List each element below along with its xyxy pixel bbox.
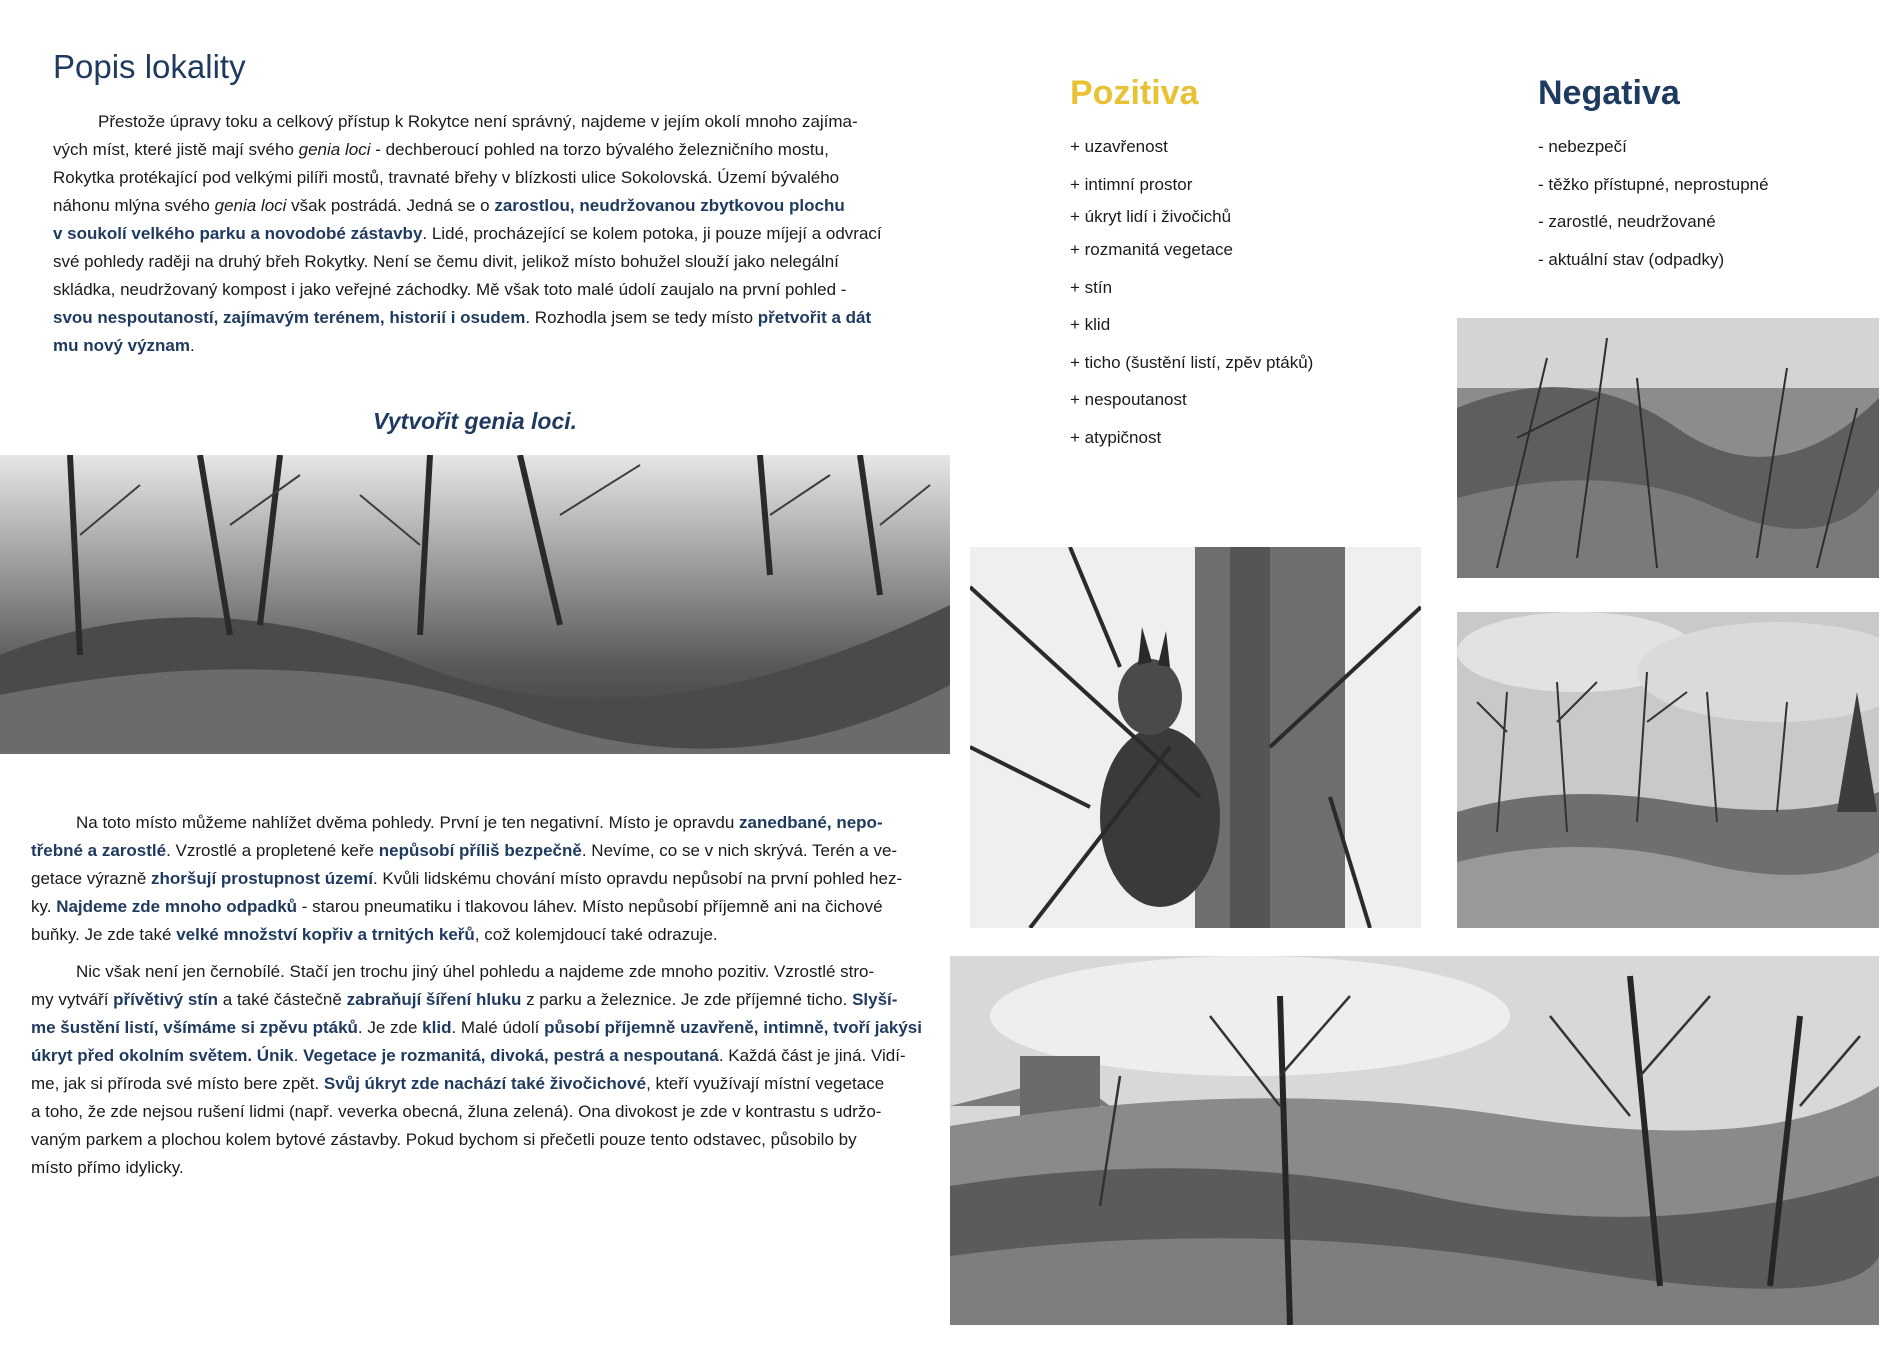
- positives-list: [1070, 128, 1313, 456]
- text-span: velké množství kopřiv a trnitých keřů: [176, 925, 475, 944]
- text-span: - dechberoucí pohled na torzo bývalého železničního mostu,: [370, 140, 829, 159]
- text-span: náhonu mlýna svého: [53, 196, 215, 215]
- text-line: [53, 276, 883, 304]
- text-span: buňky. Je zde také: [31, 925, 177, 944]
- text-span: úkryt před okolním světem. Únik: [31, 1046, 294, 1065]
- list-item: + klid: [1070, 315, 1111, 334]
- text-span: Vegetace je rozmanitá, divoká, pestrá a nespoutaná: [303, 1046, 719, 1065]
- text-span: přetvořit a dát: [757, 308, 872, 327]
- list-item: - zarostlé, neudržované: [1538, 212, 1716, 231]
- text-span: zhoršují prostupnost území: [151, 869, 373, 888]
- valley-panorama-photo: [950, 956, 1879, 1325]
- text-span: klid: [422, 1018, 452, 1037]
- text-span: působí příjemně uzavřeně, intimně, tvoří jakýsi: [544, 1018, 922, 1037]
- list-item: + rozmanitá vegetace: [1070, 240, 1234, 259]
- text-line: [31, 1070, 911, 1098]
- text-line: [53, 192, 883, 220]
- text-line: [31, 1042, 911, 1070]
- negatives-list: [1538, 128, 1769, 278]
- text-span: mu nový význam: [53, 336, 190, 355]
- text-line: [53, 332, 883, 360]
- text-span: Najdeme zde mnoho odpadků: [56, 897, 298, 916]
- text-line: [31, 893, 911, 921]
- negative-view-paragraph: [31, 809, 911, 949]
- text-line: [53, 220, 883, 248]
- text-line: [31, 865, 911, 893]
- positives-heading: Pozitiva: [1070, 74, 1199, 112]
- text-line: [31, 837, 911, 865]
- text-span: genia loci: [298, 140, 371, 159]
- text-line: [31, 986, 911, 1014]
- text-span: my vytváří: [31, 990, 114, 1009]
- text-span: me šustění listí, všímáme si zpěvu ptáků: [31, 1018, 358, 1037]
- text-line: [31, 1098, 911, 1126]
- text-span: Slyší-: [852, 990, 898, 1009]
- text-span: . Je zde: [357, 1018, 423, 1037]
- text-line: [53, 164, 883, 192]
- text-span: . Každá část je jiná. Vidí-: [718, 1046, 906, 1065]
- text-line: [31, 809, 911, 837]
- meadow-trees-photo: [1457, 612, 1879, 928]
- text-span: místo přímo idylicky.: [31, 1158, 184, 1177]
- text-span: , kteří využívají místní vegetace: [646, 1074, 885, 1093]
- text-span: me, jak si příroda své místo bere zpět.: [31, 1074, 324, 1093]
- text-line: [31, 1014, 922, 1042]
- text-span: svou nespoutaností, zajímavým terénem, historií i osudem: [53, 308, 526, 327]
- text-span: - starou pneumatiku i tlakovou láhev. Místo nepůsobí příjemně ani na čichové: [297, 897, 883, 916]
- text-span: a toho, že zde nejsou rušení lidmi (např. veverka obecná, žluna zelená). Ona divokost je zde v kontrastu s udržo-: [31, 1102, 882, 1121]
- text-span: . Rozhodla jsem se tedy místo: [525, 308, 758, 327]
- text-span: nepůsobí příliš bezpečně: [378, 841, 582, 860]
- text-span: . Malé údolí: [451, 1018, 545, 1037]
- list-item: - aktuální stav (odpadky): [1538, 249, 1725, 269]
- text-line: [31, 1154, 911, 1182]
- text-span: Nic však není jen černobílé. Stačí jen trochu jiný úhel pohledu a najdeme zde mnoho pozitiv. Vzrostlé stro-: [76, 962, 875, 981]
- list-item: - nebezpečí: [1538, 137, 1627, 156]
- text-line: [31, 958, 911, 986]
- text-line: [53, 108, 883, 136]
- motto: Vytvořit genia loci.: [372, 408, 578, 434]
- text-span: přívětivý stín: [113, 990, 219, 1009]
- positive-view-paragraph: [31, 958, 922, 1182]
- text-line: [53, 136, 883, 164]
- text-span: však postrádá. Jedná se o: [286, 196, 495, 215]
- text-line: [31, 1126, 911, 1154]
- text-span: z parku a železnice. Je zde příjemné ticho.: [521, 990, 853, 1009]
- text-span: . Lidé, procházející se kolem potoka, ji pouze míjejí a odvrací: [422, 224, 882, 243]
- page-title: Popis lokality: [53, 48, 246, 85]
- text-span: Přestože úpravy toku a celkový přístup k Rokytce není správný, najdeme v jejím okolí mnoho zajíma-: [98, 112, 858, 131]
- intro-paragraph: [53, 108, 883, 360]
- text-span: vých míst, které jistě mají svého: [53, 140, 299, 159]
- ravine-panorama-photo: [0, 455, 950, 754]
- text-span: getace výrazně: [31, 869, 152, 888]
- text-span: ky.: [31, 897, 57, 916]
- text-span: vaným parkem a plochou kolem bytové zástavby. Pokud bychom si přečetli pouze tento odstavec, působilo by: [31, 1130, 857, 1149]
- negatives-heading: Negativa: [1538, 74, 1680, 112]
- list-item: + atypičnost: [1070, 427, 1162, 447]
- list-item: + uzavřenost: [1070, 137, 1168, 156]
- text-line: [53, 248, 883, 276]
- text-span: skládka, neudržovaný kompost i jako veřejné záchodky. Mě však toto malé údolí zaujalo na první pohled -: [53, 280, 847, 299]
- list-item: - těžko přístupné, neprostupné: [1538, 174, 1769, 194]
- text-span: své pohledy raději na druhý břeh Rokytky. Není se čemu divit, jelikož místo bohužel slouží jako nelegální: [53, 252, 839, 271]
- text-span: .: [190, 336, 195, 355]
- list-item: + ticho (šustění listí, zpěv ptáků): [1070, 352, 1314, 372]
- text-span: Svůj úkryt zde nachází také živočichové: [323, 1074, 647, 1093]
- text-line: [53, 304, 883, 332]
- text-span: Na toto místo můžeme nahlížet dvěma pohledy. První je ten negativní. Místo je opravdu: [76, 813, 740, 832]
- text-span: .: [293, 1046, 304, 1065]
- text-span: genia loci: [214, 196, 287, 215]
- text-span: zabraňují šíření hluku: [346, 990, 522, 1009]
- squirrel-photo: [970, 547, 1421, 928]
- text-span: . Vzrostlé a propletené keře: [166, 841, 379, 860]
- list-item: + nespoutanost: [1070, 390, 1187, 409]
- text-span: zanedbané, nepo-: [739, 813, 883, 832]
- text-span: , což kolemjdoucí také odrazuje.: [474, 925, 718, 944]
- list-item: + stín: [1070, 277, 1113, 297]
- text-span: . Kvůli lidskému chování místo opravdu nepůsobí na první pohled hez-: [372, 869, 903, 888]
- thicket-photo: [1457, 318, 1879, 578]
- text-span: Rokytka protékající pod velkými pilíři mostů, travnaté břehy v blízkosti ulice Sokolovská. Území bývalého: [53, 168, 840, 187]
- text-line: [31, 921, 911, 949]
- text-span: v soukolí velkého parku a novodobé zástavby: [53, 224, 423, 243]
- text-span: . Nevíme, co se v nich skrývá. Terén a ve-: [581, 841, 898, 860]
- list-item: + úkryt lidí i živočichů: [1070, 207, 1232, 226]
- list-item: + intimní prostor: [1070, 174, 1193, 194]
- text-span: třebné a zarostlé: [31, 841, 167, 860]
- text-span: zarostlou, neudržovanou zbytkovou plochu: [494, 196, 845, 215]
- text-span: a také částečně: [218, 990, 347, 1009]
